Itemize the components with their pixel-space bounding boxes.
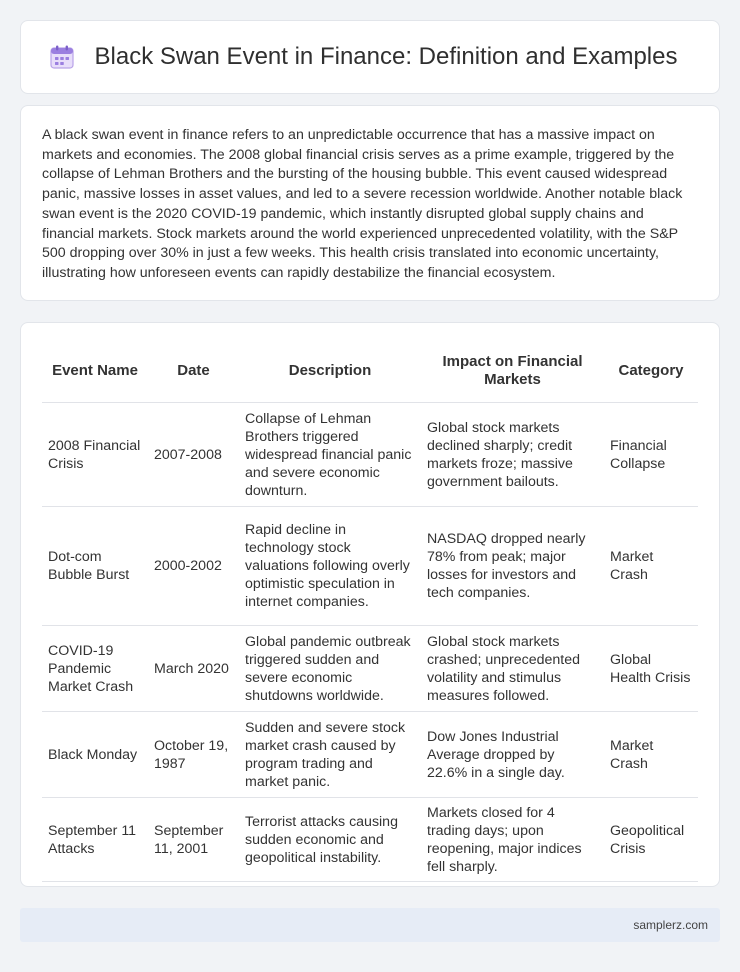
cell-event-name: Dot-com Bubble Burst <box>42 506 148 625</box>
table-row <box>42 711 698 797</box>
cell-description: Sudden and severe stock market crash caused by program trading and market panic. <box>239 711 421 797</box>
cell-impact: Global stock markets declined sharply; credit markets froze; massive government bailouts. <box>421 402 604 506</box>
cell-date: March 2020 <box>148 625 239 711</box>
events-table <box>42 339 698 882</box>
intro-card <box>20 105 720 301</box>
table-row <box>42 797 698 882</box>
cell-event-name: Black Monday <box>42 711 148 797</box>
cell-impact: Markets closed for 4 trading days; upon reopening, major indices fell sharply. <box>421 797 604 882</box>
cell-description: Rapid decline in technology stock valuations following overly optimistic speculation in internet companies. <box>239 506 421 625</box>
header-description: Description <box>288 361 372 379</box>
cell-impact: Dow Jones Industrial Average dropped by 22.6% in a single day. <box>421 711 604 797</box>
table-row <box>42 506 698 625</box>
cell-category: Market Crash <box>604 711 698 797</box>
table-row <box>42 625 698 711</box>
cell-category: Market Crash <box>604 506 698 625</box>
cell-event-name: 2008 Financial Crisis <box>42 402 148 506</box>
title-card <box>20 20 720 94</box>
cell-category: Global Health Crisis <box>604 625 698 711</box>
cell-impact: NASDAQ dropped nearly 78% from peak; major losses for investors and tech companies. <box>421 506 604 625</box>
cell-date: October 19, 1987 <box>148 711 239 797</box>
header-date: Date <box>177 361 210 379</box>
table-card <box>20 322 720 887</box>
cell-date: 2007-2008 <box>148 402 239 506</box>
cell-description: Terrorist attacks causing sudden economic and geopolitical instability. <box>239 797 421 882</box>
table-row <box>42 402 698 506</box>
footer-site-name: samplerz.com <box>633 918 708 932</box>
header-impact: Impact on Financial Markets <box>442 352 583 388</box>
header-event-name: Event Name <box>52 361 138 379</box>
cell-description: Collapse of Lehman Brothers triggered widespread financial panic and severe economic downturn. <box>239 402 421 506</box>
page-title: Black Swan Event in Finance: Definition and Examples <box>94 43 678 70</box>
cell-category: Financial Collapse <box>604 402 698 506</box>
cell-category: Geopolitical Crisis <box>604 797 698 882</box>
calendar-icon <box>49 44 75 70</box>
intro-paragraph: A black swan event in finance refers to an unpredictable occurrence that has a massive impact on markets and economies. The 2008 global financial crisis serves as a prime example, triggered by the collapse of Lehman Brothers and the bursting of the housing bubble. This event caused widespread panic, massive losses in asset values, and led to a severe recession worldwide. Another notable black swan event is the 2020 COVID-19 pandemic, which instantly disrupted global supply chains and financial markets. Stock markets around the world experienced unprecedented volatility, with the S&P 500 dropping over 30% in just a few weeks. This health crisis translated into economic uncertainty, illustrating how unforeseen events can rapidly destabilize the financial ecosystem. <box>42 127 683 281</box>
cell-date: 2000-2002 <box>148 506 239 625</box>
cell-date: September 11, 2001 <box>148 797 239 882</box>
cell-event-name: September 11 Attacks <box>42 797 148 882</box>
table-header-row <box>42 339 698 402</box>
footer-bar <box>20 908 720 942</box>
cell-event-name: COVID-19 Pandemic Market Crash <box>42 625 148 711</box>
cell-description: Global pandemic outbreak triggered sudden and severe economic shutdowns worldwide. <box>239 625 421 711</box>
header-category: Category <box>618 361 684 379</box>
cell-impact: Global stock markets crashed; unprecedented volatility and stimulus measures followed. <box>421 625 604 711</box>
